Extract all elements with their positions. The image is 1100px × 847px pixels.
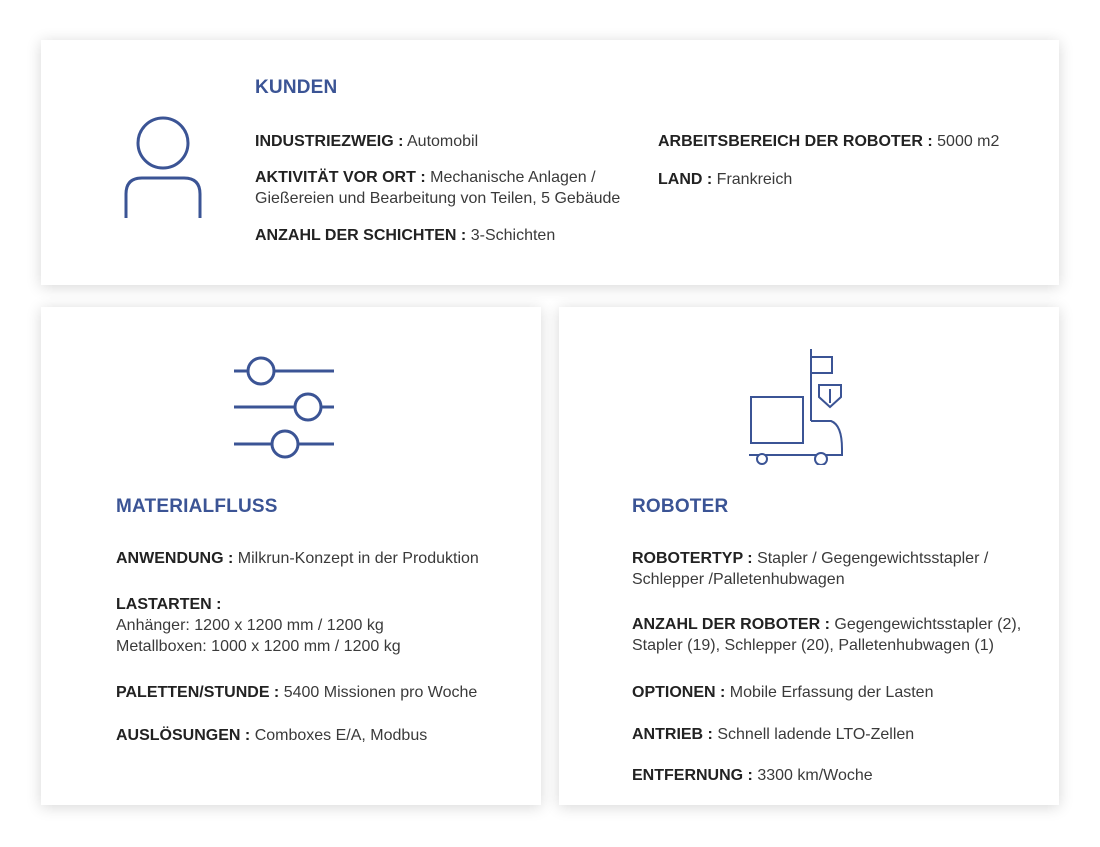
material-flow-card: [41, 307, 541, 805]
field-anwendung: ANWENDUNG : Milkrun-Konzept in der Produktion: [116, 550, 479, 567]
forklift-icon: [747, 345, 847, 465]
field-anzahl-roboter: ANZAHL DER ROBOTER : Gegengewichtsstapler (2), Stapler (19), Schlepper (20), Palletenhubwagen (1): [632, 616, 1022, 654]
field-entfernung: ENTFERNUNG : 3300 km/Woche: [632, 767, 873, 784]
field-paletten-stunde: PALETTEN/STUNDE : 5400 Missionen pro Woche: [116, 684, 478, 701]
field-arbeitsbereich: ARBEITSBEREICH DER ROBOTER : 5000 m2: [658, 133, 1000, 150]
field-lastarten: LASTARTEN : Anhänger: 1200 x 1200 mm / 1200 kg Metallboxen: 1000 x 1200 mm / 1200 kg: [116, 596, 401, 655]
robot-card: [559, 307, 1059, 805]
robot-heading: ROBOTER: [632, 496, 729, 517]
material-flow-heading: MATERIALFLUSS: [116, 496, 278, 517]
sliders-icon: [231, 353, 337, 463]
field-aktivitaet: AKTIVITÄT VOR ORT : Mechanische Anlagen / Gießereien und Bearbeitung von Teilen, 5 Gebäude: [255, 169, 621, 207]
field-land: LAND : Frankreich: [658, 171, 793, 188]
customer-heading: KUNDEN: [255, 77, 338, 98]
field-optionen: OPTIONEN : Mobile Erfassung der Lasten: [632, 684, 934, 701]
field-industriezweig: INDUSTRIEZWEIG : Automobil: [255, 133, 479, 150]
field-ausloesungen: AUSLÖSUNGEN : Comboxes E/A, Modbus: [116, 727, 428, 744]
user-icon: [123, 116, 205, 220]
field-schichten: ANZAHL DER SCHICHTEN : 3-Schichten: [255, 227, 556, 244]
field-antrieb: ANTRIEB : Schnell ladende LTO-Zellen: [632, 726, 915, 743]
field-robotertyp: ROBOTERTYP : Stapler / Gegengewichtsstapler / Schlepper /Palletenhubwagen: [632, 550, 989, 588]
customer-card: [41, 40, 1059, 285]
